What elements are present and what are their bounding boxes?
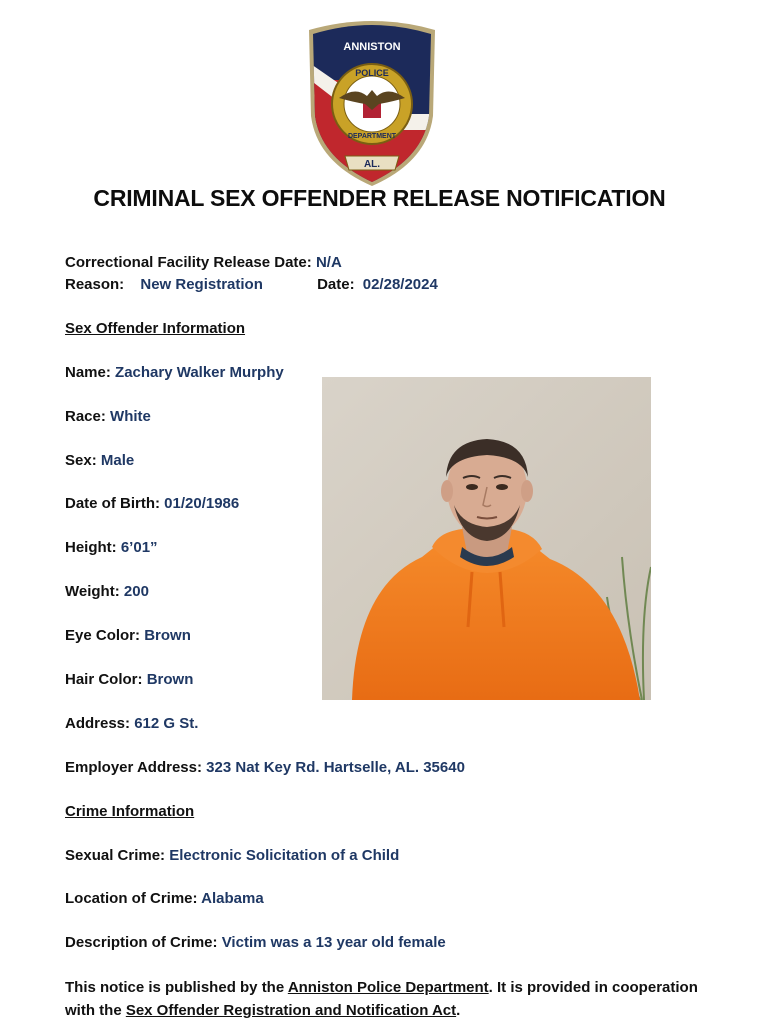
release-date-row (65, 253, 342, 273)
hair-color-label: Hair Color: (65, 671, 143, 688)
weight-label: Weight: (65, 583, 120, 600)
sexual-crime-row (65, 846, 399, 866)
employer-address-label: Employer Address: (65, 759, 202, 776)
sexual-crime-value: Electronic Solicitation of a Child (169, 847, 400, 864)
name-value: Zachary Walker Murphy (115, 364, 284, 381)
eye-color-row (65, 626, 191, 646)
crime-section-heading: Crime Information (65, 803, 195, 820)
sex-label: Sex: (65, 452, 97, 469)
race-label: Race: (65, 408, 106, 425)
sexual-crime-label: Sexual Crime: (65, 847, 166, 864)
race-value: White (110, 408, 151, 425)
eye-color-label: Eye Color: (65, 627, 141, 644)
date-label: Date: (317, 276, 355, 293)
police-badge-logo (305, 20, 439, 186)
reason-label: Reason: (65, 276, 125, 293)
notice-paragraph (65, 976, 705, 1022)
height-label: Height: (65, 539, 117, 556)
hair-color-value: Brown (146, 671, 194, 688)
crime-description-value: Victim was a 13 year old female (221, 934, 446, 951)
offender-photo (322, 377, 651, 700)
offender-section-heading: Sex Offender Information (65, 320, 246, 337)
crime-location-value: Alabama (201, 890, 264, 907)
badge-bottom-text: DEPARTMENT (347, 133, 397, 140)
race-row (65, 407, 151, 427)
height-value: 6’01” (120, 539, 158, 556)
reason-value: New Registration (140, 276, 263, 293)
dob-row (65, 494, 239, 514)
anniston-police-link[interactable]: Anniston Police Department (287, 979, 489, 996)
height-row (65, 538, 158, 558)
badge-top-text: ANNISTON (343, 41, 401, 53)
sex-row (65, 451, 134, 471)
weight-value: 200 (123, 583, 149, 600)
eye-color-value: Brown (144, 627, 191, 644)
name-row (65, 363, 284, 383)
notice-text-2: . It is provided in cooperation with the (65, 979, 698, 1019)
employer-address-value: 323 Nat Key Rd. Hartselle, AL. 35640 (206, 759, 465, 776)
address-value: 612 G St. (134, 715, 199, 732)
crime-description-row (65, 933, 446, 953)
badge-middle-text: POLICE (355, 68, 389, 78)
release-date-label: Correctional Facility Release Date: (65, 254, 312, 271)
release-date-value: N/A (315, 254, 342, 271)
dob-value: 01/20/1986 (164, 495, 240, 512)
address-label: Address: (65, 715, 131, 732)
date-value: 02/28/2024 (362, 276, 438, 293)
crime-description-label: Description of Crime: (65, 934, 218, 951)
notice-text-3: . (456, 1002, 461, 1019)
page-title: CRIMINAL SEX OFFENDER RELEASE NOTIFICATION (93, 185, 666, 211)
dob-label: Date of Birth: (65, 495, 160, 512)
address-row (65, 714, 198, 734)
sorna-link[interactable]: Sex Offender Registration and Notification Act (125, 1002, 457, 1019)
hair-color-row (65, 670, 193, 690)
weight-row (65, 582, 149, 602)
badge-state-text: AL. (363, 159, 381, 170)
reason-row (65, 275, 438, 295)
offender-photo-illustration (322, 377, 651, 700)
notice-text-1: This notice is published by the (65, 979, 288, 996)
employer-address-row (65, 758, 465, 778)
crime-location-row (65, 889, 264, 909)
name-label: Name: (65, 364, 111, 381)
crime-location-label: Location of Crime: (65, 890, 198, 907)
sex-value: Male (100, 452, 135, 469)
